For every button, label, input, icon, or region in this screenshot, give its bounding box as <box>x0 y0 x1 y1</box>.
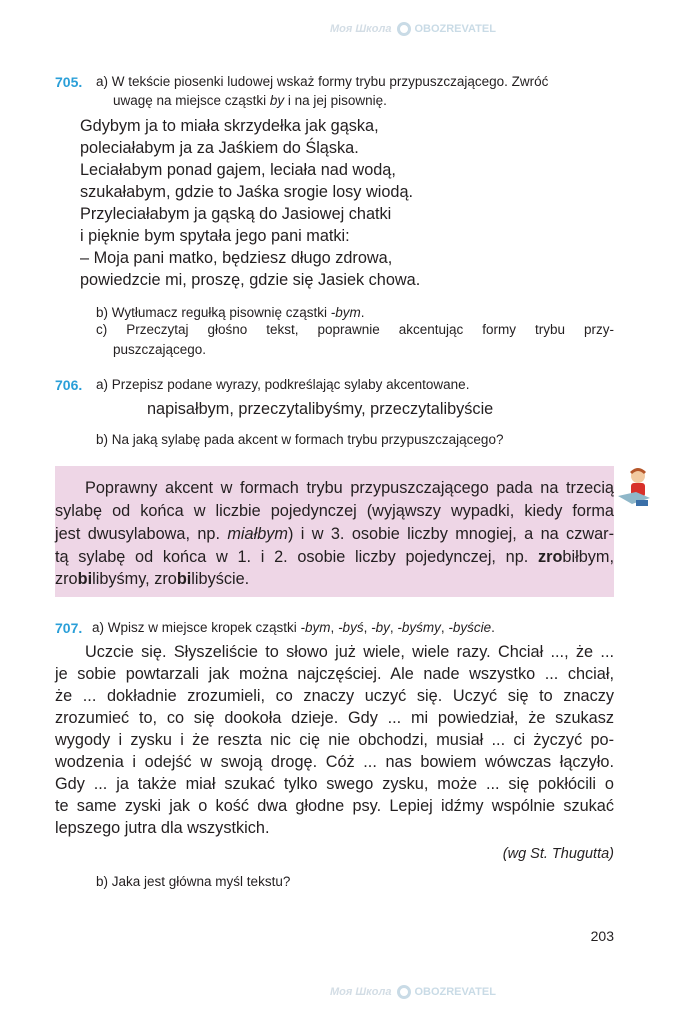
text-line: te same zyski jak o kość dwa głodne psy. Lepiej idźmy wspólnie szukać <box>55 797 614 815</box>
exercise-number: 706. <box>55 377 83 393</box>
rule-line: jest dwusylabowa, np. miałbym) i w 3. osobie liczby mnogiej, a na czwar- <box>55 525 614 543</box>
instruction-b: b) Wytłumacz regułką pisownię cząstki -bym. <box>96 305 365 320</box>
poem-line: i pięknie bym spytała jego pani matki: <box>80 227 350 245</box>
text-line: wodzenia i odejść w swoją drogę. Cóż ... nas bowiem wówczas łączyło. <box>55 753 614 771</box>
text-line: lepszego jutra dla wszystkich. <box>55 819 270 837</box>
exercise-number: 707. <box>55 620 83 636</box>
instruction-b: b) Jaka jest główna myśl tekstu? <box>96 874 291 889</box>
poem-line: Przyleciałabym ja gąską do Jasiowej chatki <box>80 205 392 223</box>
instruction-a: a) Wpisz w miejsce kropek cząstki -bym, -byś, -by, -byśmy, -byście. <box>92 620 495 635</box>
text-line: je sobie powtarzali jak można najczęściej. Ale nade wszystko ... chciał, <box>55 665 614 683</box>
page-number: 203 <box>590 928 614 944</box>
watermark: Моя Школа OBOZREVATEL <box>330 22 496 35</box>
rule-line: sylabę od końca w liczbie pojedynczej (wyjąwszy wypadki, kiedy forma <box>55 502 614 520</box>
watermark: Моя Школа OBOZREVATEL <box>330 985 496 998</box>
poem-line: – Moja pani matko, będziesz długo zdrowa, <box>80 249 393 267</box>
rule-line: tą sylabę od końca w 1. i 2. osobie liczby pojedynczej, np. zrobiłbym, <box>55 548 614 566</box>
poem-line: poleciałabym ja za Jaśkiem do Śląska. <box>80 139 359 157</box>
instruction-a: a) Przepisz podane wyrazy, podkreślając sylaby akcentowane. <box>96 377 470 392</box>
rule-line: zrobilibyśmy, zrobilibyście. <box>55 570 250 588</box>
instruction-a-cont: uwagę na miejsce cząstki by i na jej pisownię. <box>113 93 387 108</box>
poem-line: Gdybym ja to miała skrzydełka jak gąska, <box>80 117 379 135</box>
word-list: napisałbym, przeczytalibyśmy, przeczytalibyście <box>147 400 494 418</box>
text-line: Gdy ... ja także miał szukać tylko swego zysku, może ... się pokłócili o <box>55 775 614 793</box>
text-line: zrozumieć to, co się dookoła dzieje. Gdy ... mi powiedział, że szukasz <box>55 709 614 727</box>
text-line: wygody i zysku i że reszta nic cię nie obchodzi, musiał ... ci życzyć po- <box>55 731 614 749</box>
text-line: Uczcie się. Słyszeliście to słowo już wiele, wiele razy. Chciał ..., że ... <box>85 643 614 661</box>
instruction-c-cont: puszczającego. <box>113 342 207 357</box>
instruction-a: a) W tekście piosenki ludowej wskaż formy trybu przypuszczającego. Zwróć <box>96 74 549 89</box>
poem-line: Leciałabym ponad gajem, leciała nad wodą, <box>80 161 396 179</box>
poem-line: powiedzcie mi, proszę, gdzie się Jasiek chowa. <box>80 271 421 289</box>
rule-line: Poprawny akcent w formach trybu przypuszczającego pada na trzecią <box>85 479 614 497</box>
source-attribution: (wg St. Thugutta) <box>502 846 614 862</box>
instruction-b: b) Na jaką sylabę pada akcent w formach trybu przypuszczającego? <box>96 432 504 447</box>
poem-line: szukałabym, gdzie to Jaśka srogie losy wiodą. <box>80 183 414 201</box>
text-line: że ... dokładnie zrozumieli, co znaczy uczyć się. Uczyć się to znaczy <box>55 687 614 705</box>
boy-with-book-illustration <box>616 466 652 512</box>
exercise-number: 705. <box>55 74 83 90</box>
instruction-c: c) Przeczytaj głośno tekst, poprawnie akcentując formy trybu przy- <box>96 322 614 337</box>
